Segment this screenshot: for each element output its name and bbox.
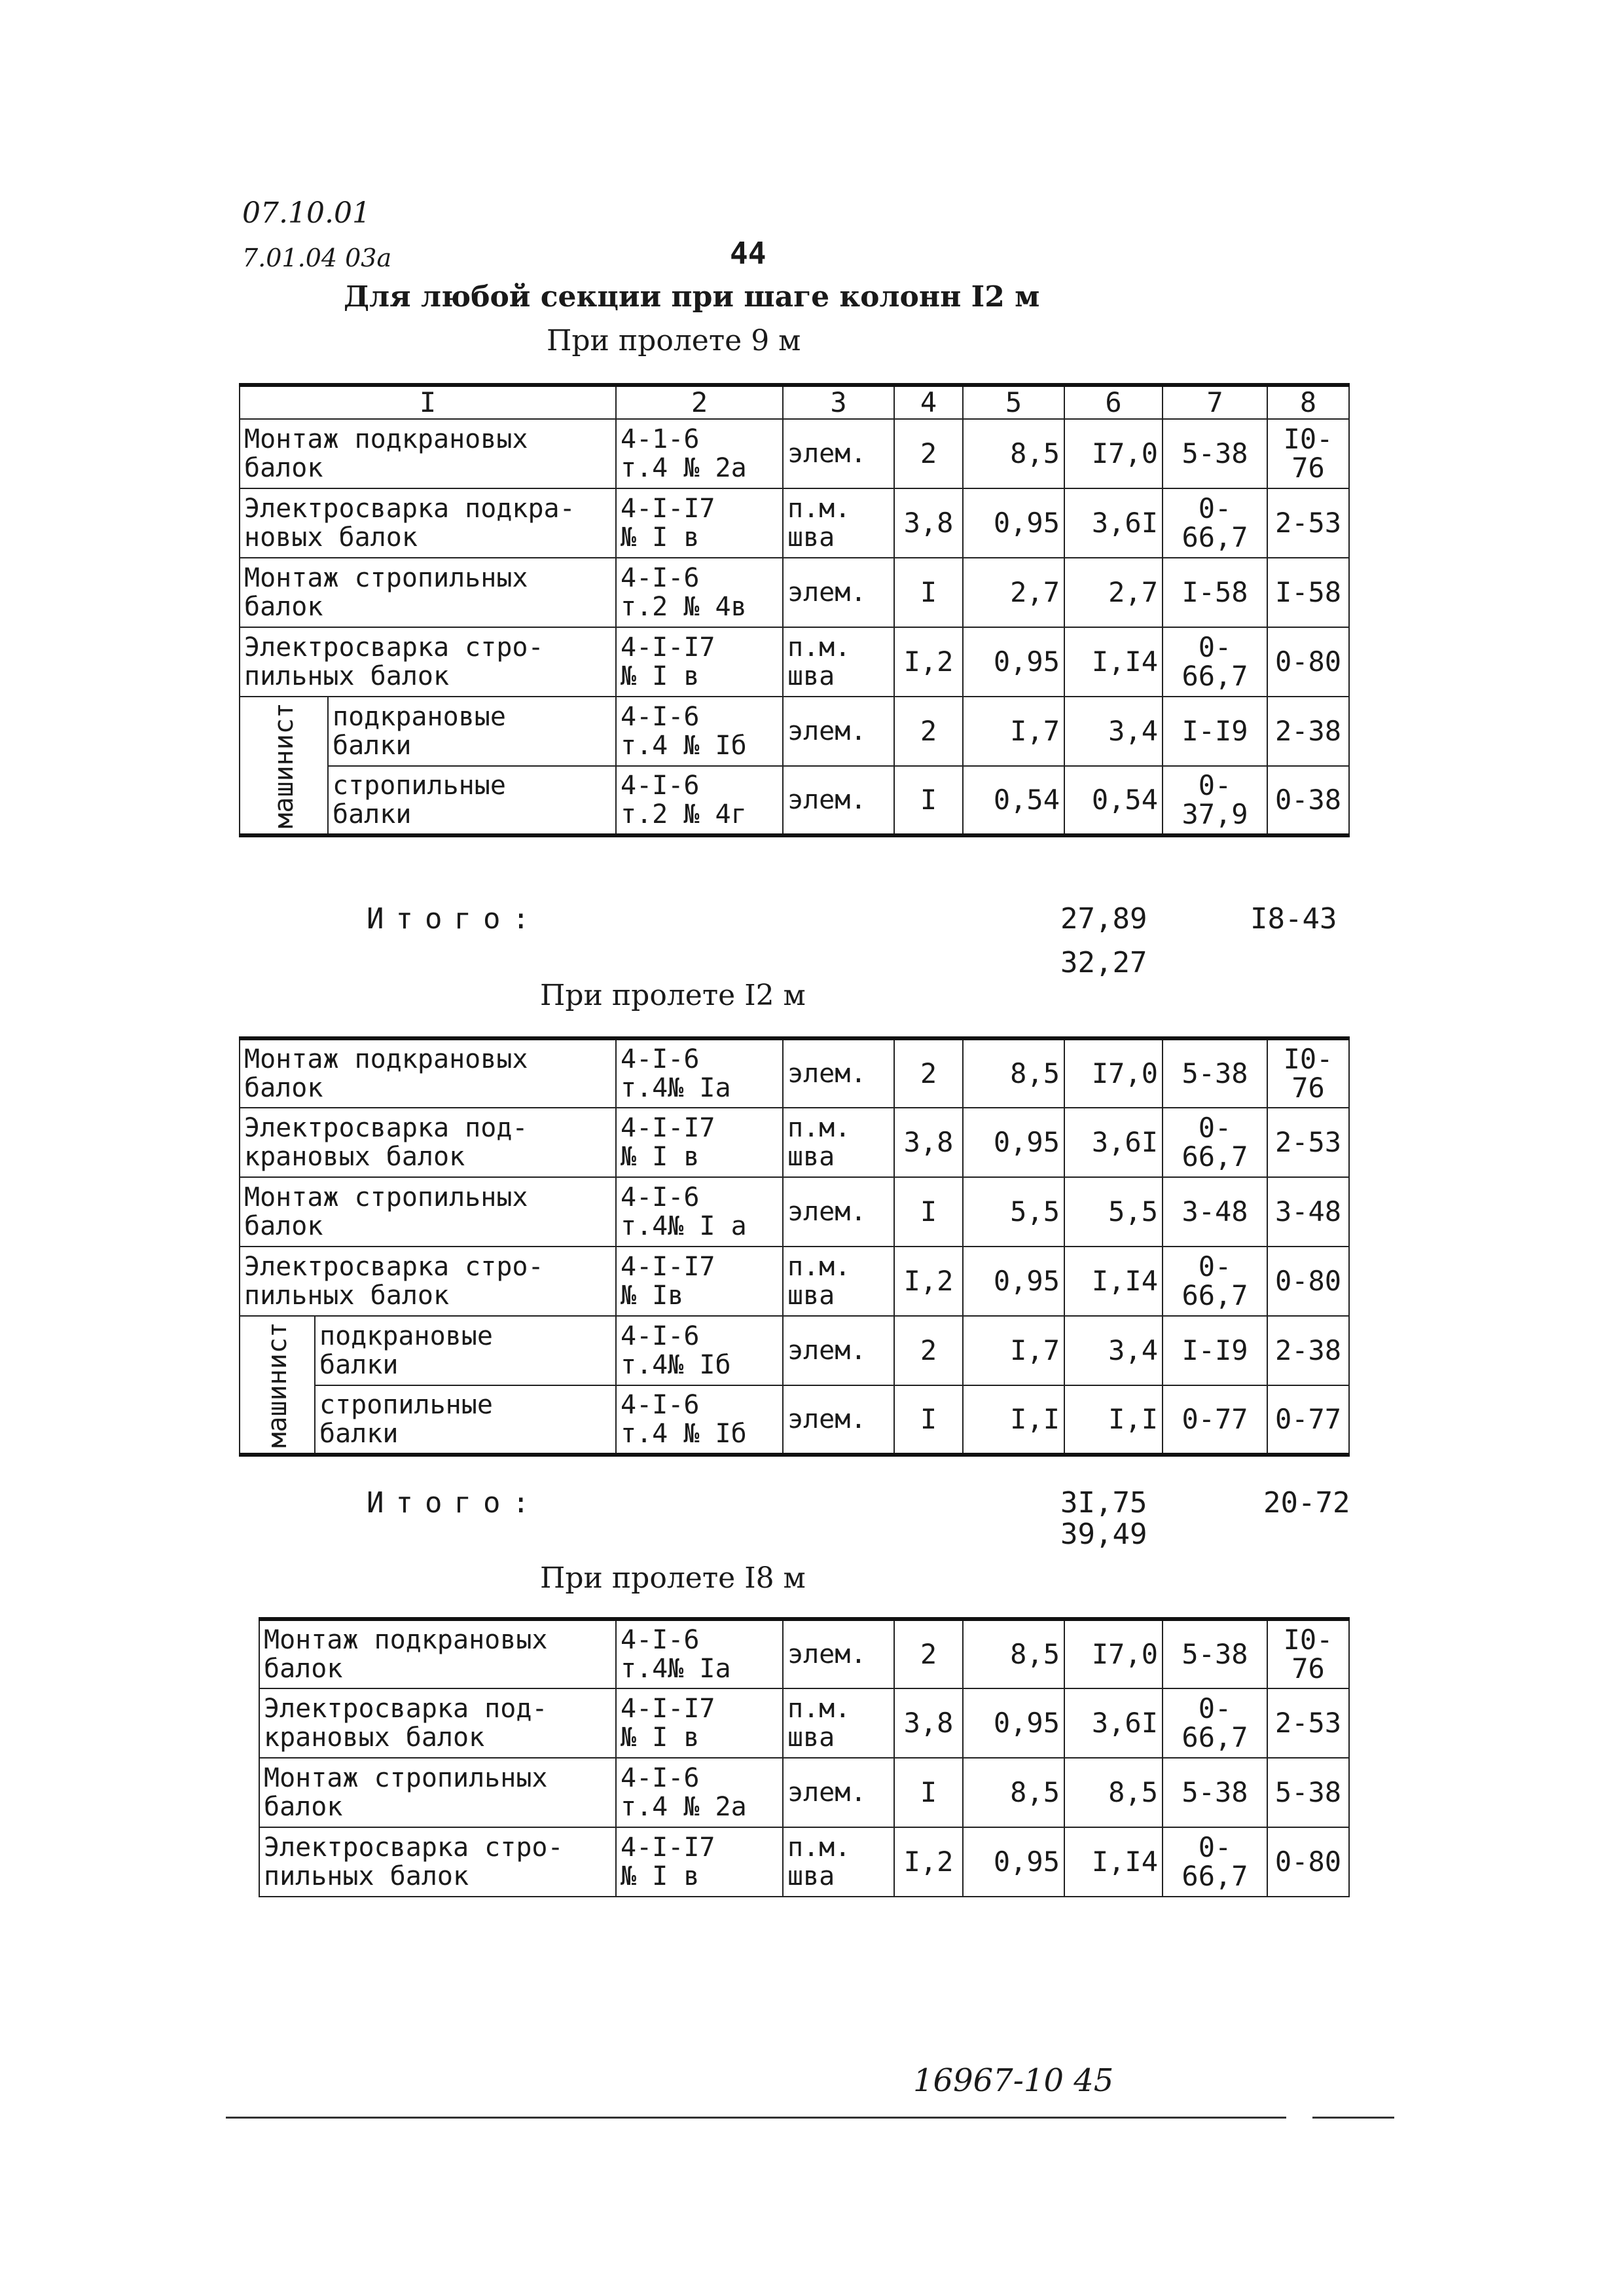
table-cell: 8,5 [963,419,1064,488]
table-cell: 3,8 [894,1108,963,1177]
section-table [239,383,1350,837]
work-name-cell: Монтаж стропильных балок [259,1758,616,1827]
table-cell: 0,95 [963,627,1064,697]
table-cell: I [894,1385,963,1455]
table-cell: 0,95 [963,1827,1064,1897]
table-cell: 4-I-6 т.2 № 4в [616,558,783,627]
total-cost: 20-72 [1263,1486,1350,1520]
table-cell: I [894,1758,963,1827]
column-header: 6 [1064,385,1163,419]
column-header: 3 [783,385,894,419]
table-cell: элем. [783,1038,894,1108]
table-cell: I0-76 [1267,419,1349,488]
table-cell: I7,0 [1064,419,1163,488]
work-name-cell: Электросварка подкра- новых балок [240,488,616,558]
table-cell: п.м. шва [783,488,894,558]
table-cell: I,I [1064,1385,1163,1455]
table-cell: 0-66,7 [1163,1827,1267,1897]
table-cell: 3,8 [894,1688,963,1758]
table-cell: I,2 [894,1827,963,1897]
total-hours-2: 32,27 [1060,946,1147,979]
table-cell: элем. [783,1177,894,1247]
table-cell: I,7 [963,1316,1064,1385]
table-cell: 0,54 [1064,766,1163,835]
table-row [240,558,1349,627]
table-cell: 0,95 [963,488,1064,558]
table-cell: 2 [894,1619,963,1688]
table-cell: 4-I-I7 № I в [616,1688,783,1758]
work-name-cell: Монтаж стропильных балок [240,1177,616,1247]
document-code-line1: 07.10.01 [242,196,370,230]
table-cell: 5-38 [1163,1619,1267,1688]
table-cell: элем. [783,1385,894,1455]
total-cost: I8-43 [1250,902,1337,936]
table-cell: 0-80 [1267,627,1349,697]
table-cell: 0-66,7 [1163,1688,1267,1758]
total-hours: 27,89 [1060,902,1147,936]
table-row [240,1316,1349,1385]
table-cell: 2 [894,419,963,488]
work-name-cell: Монтаж подкрановых балок [240,1038,616,1108]
table-cell: 5-38 [1267,1758,1349,1827]
page-number: 44 [730,236,767,271]
table-cell: 2-53 [1267,488,1349,558]
table-cell: 5-38 [1163,1038,1267,1108]
table-cell: 4-I-6 т.4 № Iб [616,1385,783,1455]
table-cell: I0-76 [1267,1619,1349,1688]
table-row [259,1827,1349,1897]
table-cell: 3,6I [1064,1108,1163,1177]
table-cell: 0,54 [963,766,1064,835]
table-cell: 2,7 [1064,558,1163,627]
table-cell: 8,5 [1064,1758,1163,1827]
work-name-cell: Электросварка стро- пильных балок [240,1247,616,1316]
table-cell: 0-66,7 [1163,627,1267,697]
table-cell: 3-48 [1163,1177,1267,1247]
table-cell: 4-1-6 т.4 № 2а [616,419,783,488]
table-row [259,1619,1349,1688]
table-cell: п.м. шва [783,1827,894,1897]
table-row [240,1247,1349,1316]
table-cell: I,2 [894,627,963,697]
table-cell: I,I4 [1064,1247,1163,1316]
table-cell: 2 [894,1038,963,1108]
table-row [240,488,1349,558]
table-cell: 0-66,7 [1163,488,1267,558]
table-cell: 5-38 [1163,1758,1267,1827]
table-cell: 4-I-6 т.4 № Iб [616,697,783,766]
table-cell: 0-77 [1163,1385,1267,1455]
table-cell: 2 [894,1316,963,1385]
table-cell: I,I4 [1064,1827,1163,1897]
table-cell: 4-I-6 т.4 № 2а [616,1758,783,1827]
table-cell: 4-I-I7 № I в [616,488,783,558]
section-heading: При пролете I8 м [540,1561,806,1595]
table-cell: элем. [783,697,894,766]
table-cell: I [894,1177,963,1247]
table-cell: 8,5 [963,1038,1064,1108]
table-cell: 2-53 [1267,1688,1349,1758]
table-cell: I7,0 [1064,1619,1163,1688]
table-cell: 0,95 [963,1688,1064,1758]
table-cell: I,2 [894,1247,963,1316]
table-cell: I-I9 [1163,1316,1267,1385]
table-row [259,1758,1349,1827]
work-name-cell: Монтаж стропильных балок [240,558,616,627]
total-label: Итого: [367,902,541,936]
group-label-cell [240,697,328,835]
table-cell: 4-I-6 т.2 № 4г [616,766,783,835]
work-name-cell: Электросварка под- крановых балок [259,1688,616,1758]
table-cell: элем. [783,1758,894,1827]
section-table [239,1036,1350,1457]
table-cell: элем. [783,766,894,835]
table-cell: 0-37,9 [1163,766,1267,835]
work-name-cell: Электросварка стро- пильных балок [240,627,616,697]
table-cell: 4-I-6 т.4№ I а [616,1177,783,1247]
table-row [259,1688,1349,1758]
table-row [240,1385,1349,1455]
table-cell: 0-77 [1267,1385,1349,1455]
table-cell: 4-I-6 т.4№ Iа [616,1619,783,1688]
table-cell: 0-80 [1267,1247,1349,1316]
table-cell: элем. [783,1619,894,1688]
footer-rule [1312,2117,1394,2119]
document-title: Для любой секции при шаге колонн I2 м [344,280,1040,314]
total-hours: 3I,75 [1060,1486,1147,1520]
table-cell: 3,6I [1064,488,1163,558]
table-row [240,1177,1349,1247]
table-cell: элем. [783,419,894,488]
table-cell: I,I4 [1064,627,1163,697]
table-row [240,627,1349,697]
footer-rule [226,2117,1286,2119]
table-cell: п.м. шва [783,1247,894,1316]
table-cell: 2,7 [963,558,1064,627]
table-cell: I-I9 [1163,697,1267,766]
table-cell: 2-38 [1267,697,1349,766]
table-cell: 0-66,7 [1163,1247,1267,1316]
table-row [240,419,1349,488]
table-cell: 5,5 [1064,1177,1163,1247]
table-cell: 4-I-6 т.4№ Iб [616,1316,783,1385]
table-row [240,697,1349,766]
total-hours-2: 39,49 [1060,1518,1147,1551]
table-row [240,1038,1349,1108]
table-cell: 5-38 [1163,419,1267,488]
group-label: машинист [268,702,299,829]
table-cell: I [894,766,963,835]
work-name-cell: подкрановые балки [328,697,616,766]
table-cell: 8,5 [963,1758,1064,1827]
group-label: машинист [262,1321,293,1448]
archive-stamp: 16967-10 45 [913,2062,1114,2099]
table-cell: I-58 [1163,558,1267,627]
table-cell: 4-I-I7 № I в [616,1108,783,1177]
table-cell: I,I [963,1385,1064,1455]
column-header: 7 [1163,385,1267,419]
table-cell: элем. [783,558,894,627]
work-name-cell: стропильные балки [328,766,616,835]
section-heading: При пролете I2 м [540,979,806,1012]
column-header: 5 [963,385,1064,419]
table-cell: 3-48 [1267,1177,1349,1247]
table-cell: I,7 [963,697,1064,766]
column-header: 2 [616,385,783,419]
table-cell: 4-I-I7 № I в [616,1827,783,1897]
table-row [240,1108,1349,1177]
total-label: Итого: [367,1486,541,1520]
work-name-cell: Электросварка под- крановых балок [240,1108,616,1177]
table-cell: 0-66,7 [1163,1108,1267,1177]
table-cell: 3,4 [1064,1316,1163,1385]
table-cell: I7,0 [1064,1038,1163,1108]
table-cell: 3,4 [1064,697,1163,766]
table-cell: 0-80 [1267,1827,1349,1897]
column-header: 8 [1267,385,1349,419]
section-table [259,1617,1350,1897]
table-cell: 4-I-6 т.4№ Iа [616,1038,783,1108]
table-cell: п.м. шва [783,1688,894,1758]
table-cell: 4-I-I7 № Iв [616,1247,783,1316]
table-cell: п.м. шва [783,1108,894,1177]
column-header: 4 [894,385,963,419]
table-cell: 5,5 [963,1177,1064,1247]
table-cell: 2-53 [1267,1108,1349,1177]
column-header: I [240,385,616,419]
work-name-cell: Электросварка стро- пильных балок [259,1827,616,1897]
table-cell: 3,8 [894,488,963,558]
table-cell: I0-76 [1267,1038,1349,1108]
work-name-cell: Монтаж подкрановых балок [259,1619,616,1688]
table-cell: 2 [894,697,963,766]
table-cell: п.м. шва [783,627,894,697]
table-row [240,766,1349,835]
work-name-cell: стропильные балки [315,1385,616,1455]
table-cell: I-58 [1267,558,1349,627]
column-header-row [240,385,1349,419]
document-code-line2: 7.01.04 03a [242,244,392,272]
table-cell: 8,5 [963,1619,1064,1688]
table-cell: 2-38 [1267,1316,1349,1385]
section-heading: При пролете 9 м [547,324,801,357]
table-cell: 3,6I [1064,1688,1163,1758]
table-cell: элем. [783,1316,894,1385]
table-cell: I [894,558,963,627]
table-cell: 0,95 [963,1108,1064,1177]
work-name-cell: Монтаж подкрановых балок [240,419,616,488]
table-cell: 0-38 [1267,766,1349,835]
work-name-cell: подкрановые балки [315,1316,616,1385]
table-cell: 0,95 [963,1247,1064,1316]
table-cell: 4-I-I7 № I в [616,627,783,697]
group-label-cell [240,1316,315,1455]
